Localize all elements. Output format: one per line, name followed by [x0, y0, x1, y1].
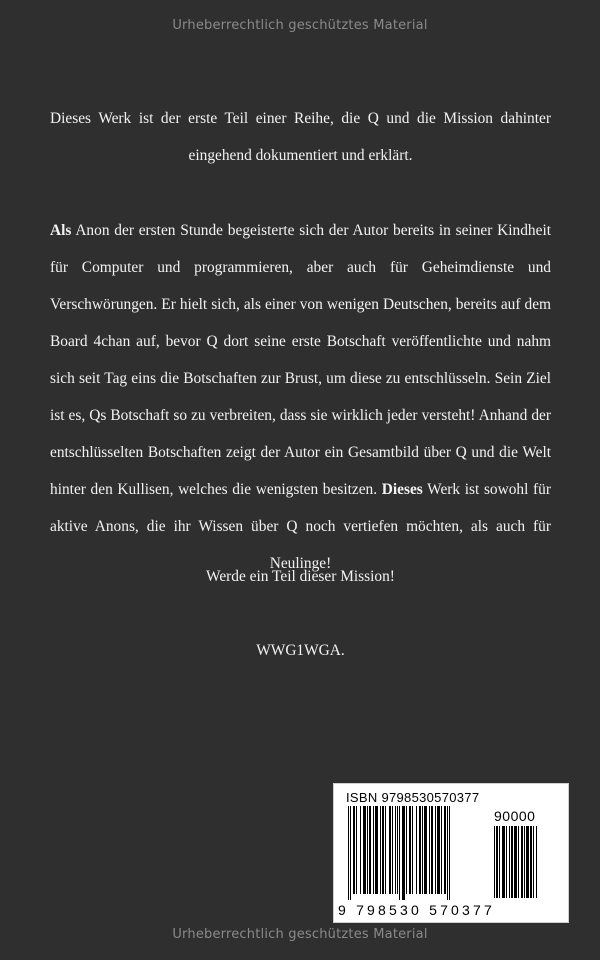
barcode-bar [389, 806, 391, 894]
barcode-bar [431, 806, 433, 894]
barcode-bar [449, 806, 450, 900]
price-code: 90000 [494, 808, 536, 824]
barcode-bar [429, 806, 430, 894]
barcode-bar [435, 806, 436, 894]
barcode-bar [441, 806, 442, 894]
barcode-bar [509, 826, 510, 898]
audience-lead: Dieses [381, 481, 423, 498]
barcode-bar [363, 806, 366, 894]
copyright-watermark-top: Urheberrechtlich geschütztes Material [172, 18, 428, 33]
barcode-bar [424, 806, 427, 894]
barcode-bar [395, 806, 396, 894]
barcode-bar [499, 826, 500, 898]
barcode-bar [409, 806, 411, 894]
copyright-watermark-bottom: Urheberrechtlich geschütztes Material [172, 927, 428, 942]
barcode-bar [502, 826, 505, 898]
call-to-action: Werde ein Teil dieser Mission! [206, 568, 395, 585]
barcode-bar [514, 826, 517, 898]
intro-paragraph: Dieses Werk ist der erste Teil einer Reihe, die Q und die Mission dahinter eingehend dokumentiert und erklärt. [50, 110, 551, 164]
isbn-label: ISBN 9798530570377 [346, 790, 480, 805]
barcode-bar [375, 806, 378, 894]
barcode-bar [385, 806, 386, 894]
barcode-bar [496, 826, 498, 898]
barcode-bar [402, 806, 405, 900]
isbn-barcode [333, 783, 569, 923]
barcode-bar [533, 826, 534, 898]
barcode-bar [399, 806, 400, 900]
barcode-bar [511, 826, 513, 898]
barcode-bar [356, 806, 357, 894]
barcode-bar [447, 806, 448, 900]
barcode-bar [521, 826, 523, 898]
barcode-bar [373, 806, 374, 894]
audience-body: Werk ist sowohl für aktive Anons, die ihr Wissen über Q noch vertiefen möchten, als auch für Neulinge! [50, 481, 552, 572]
barcode-bar [369, 806, 371, 894]
author-paragraph [50, 212, 551, 582]
barcode-bar [397, 806, 398, 894]
barcode-bar [526, 826, 529, 898]
barcode-bar [350, 806, 351, 900]
addon-barcode-bars [494, 826, 558, 904]
barcode-bar [392, 806, 393, 894]
author-paragraph-body: Anon der ersten Stunde begeisterte sich der Autor bereits in seiner Kindheit für Computer und programmieren, aber auch für Geheimdienste und Verschwörungen. Er hielt sich, als einer von wenigen Deutschen, bereits auf dem Board 4chan auf, bevor Q dort seine erste Botschaft veröffentlichte und nahm sich seit Tag eins die Botschaften zur Brust, um diese zu entschlüsseln. Sein Ziel ist es, Qs Botschaft so zu verbreiten, dass sie wirklich jeder versteht! Anhand der entschlüsselten Botschaften zeigt der Autor ein Gesamtbild über Q und die Welt hinter den Kullisen, welches die wenigsten besitzen. [50, 222, 551, 498]
barcode-bar [518, 826, 519, 898]
motto: WWG1WGA. [256, 642, 345, 659]
barcode-bar [530, 826, 532, 898]
barcode-bar [380, 806, 381, 894]
ean-digits: 9 798530 570377 [338, 902, 495, 918]
barcode-bar [524, 826, 525, 898]
barcode-bar [419, 806, 421, 894]
barcode-bar [367, 806, 368, 894]
barcode-bar [353, 806, 355, 894]
ean-barcode-bars [348, 806, 488, 902]
barcode-bar [444, 806, 446, 894]
barcode-bar [422, 806, 423, 894]
barcode-bar [494, 826, 495, 898]
barcode-bar [506, 826, 507, 898]
barcode-bar [536, 826, 537, 898]
barcode-bar [416, 806, 417, 894]
barcode-bar [406, 806, 407, 894]
barcode-bar [437, 806, 440, 894]
barcode-bar [360, 806, 361, 894]
barcode-bar [348, 806, 349, 900]
author-paragraph-lead: Als [50, 222, 72, 239]
barcode-bar [382, 806, 384, 894]
barcode-bar [412, 806, 413, 894]
